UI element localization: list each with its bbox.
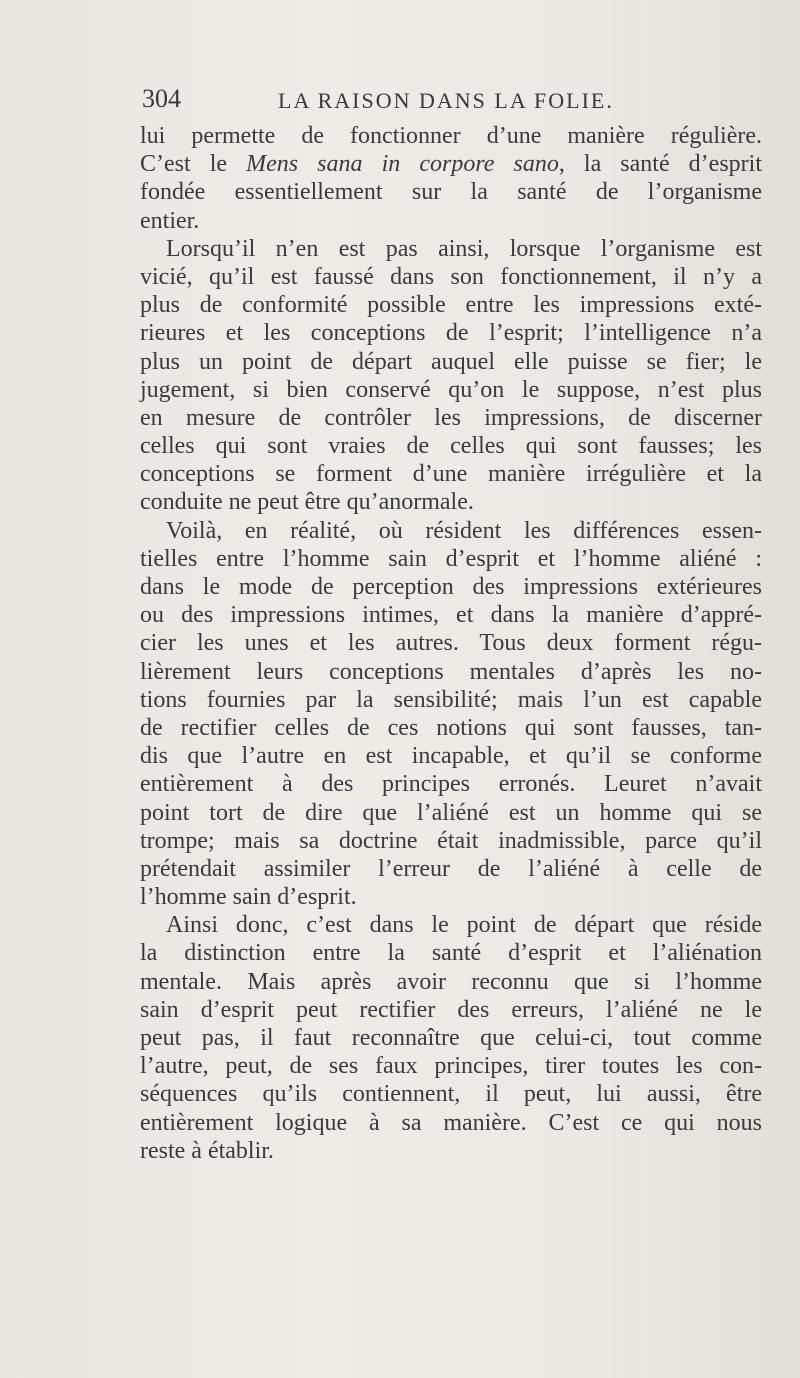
text-line: Ainsi donc, c’est dans le point de départ que réside — [166, 912, 762, 939]
text-line: cier les unes et les autres. Tous deux forment régu- — [140, 630, 762, 657]
text-line: en mesure de contrôler les impressions, de discerner — [140, 404, 762, 431]
text-line: celles qui sont vraies de celles qui sont fausses; les — [140, 433, 762, 460]
text-line: conduite ne peut être qu’anormale. — [140, 489, 474, 516]
text-line: la distinction entre la santé d’esprit et l’aliénation — [140, 940, 762, 967]
text-line: entièrement logique à sa manière. C’est ce qui nous — [140, 1109, 762, 1136]
text-line: de rectifier celles de ces notions qui sont fausses, tan- — [140, 714, 762, 741]
text-line: dis que l’autre en est incapable, et qu’il se conforme — [140, 743, 762, 770]
text-line: rieures et les conceptions de l’esprit; l’intelligence n’a — [140, 320, 762, 347]
text-line: dans le mode de perception des impressions extérieures — [140, 574, 762, 600]
text-line: point tort de dire que l’aliéné est un homme qui se — [140, 799, 762, 826]
text-line: trompe; mais sa doctrine était inadmissible, parce qu’il — [140, 827, 762, 854]
text-line: C’est le Mens sana in corpore sano, la santé d’esprit — [140, 151, 762, 178]
page-header — [142, 84, 762, 120]
text-line: reste à établir. — [140, 1137, 274, 1164]
text-line: entièrement à des principes erronés. Leuret n’avait — [140, 771, 762, 798]
text-line: séquences qu’ils contiennent, il peut, lui aussi, être — [140, 1081, 762, 1108]
text-line: Voilà, en réalité, où résident les différences essen- — [166, 517, 762, 544]
text-line: tielles entre l’homme sain d’esprit et l’homme aliéné : — [140, 545, 762, 572]
text-line: l’autre, peut, de ses faux principes, tirer toutes les con- — [140, 1053, 762, 1080]
text-line: lui permette de fonctionner d’une manière régulière. — [140, 123, 762, 149]
page-number: 304 — [142, 84, 181, 113]
text-line: Lorsqu’il n’en est pas ainsi, lorsque l’organisme est — [166, 235, 762, 262]
text-line: conceptions se forment d’une manière irrégulière et la — [140, 461, 762, 488]
running-head: LA RAISON DANS LA FOLIE. — [278, 88, 614, 113]
text-line: tions fournies par la sensibilité; mais l’un est capable — [140, 686, 762, 713]
text-line: sain d’esprit peut rectifier des erreurs, l’aliéné ne le — [140, 996, 762, 1023]
text-line: plus de conformité possible entre les impressions exté- — [140, 292, 762, 319]
text-line: entier. — [140, 207, 200, 234]
text-line: peut pas, il faut reconnaître que celui-ci, tout comme — [140, 1025, 762, 1051]
text-line: plus un point de départ auquel elle puisse se fier; le — [140, 348, 762, 375]
text-line: ou des impressions intimes, et dans la manière d’appré- — [140, 602, 762, 629]
text-line: prétendait assimiler l’erreur de l’aliéné à celle de — [140, 855, 762, 882]
text-line: mentale. Mais après avoir reconnu que si l’homme — [140, 968, 762, 995]
body-text — [140, 122, 762, 1165]
text-line: jugement, si bien conservé qu’on le suppose, n’est plus — [140, 376, 762, 403]
text-line: vicié, qu’il est faussé dans son fonctionnement, il n’y a — [140, 263, 762, 290]
text-line: l’homme sain d’esprit. — [140, 884, 357, 911]
text-line: lièrement leurs conceptions mentales d’après les no- — [140, 658, 762, 685]
text-line: fondée essentiellement sur la santé de l’organisme — [140, 179, 762, 206]
